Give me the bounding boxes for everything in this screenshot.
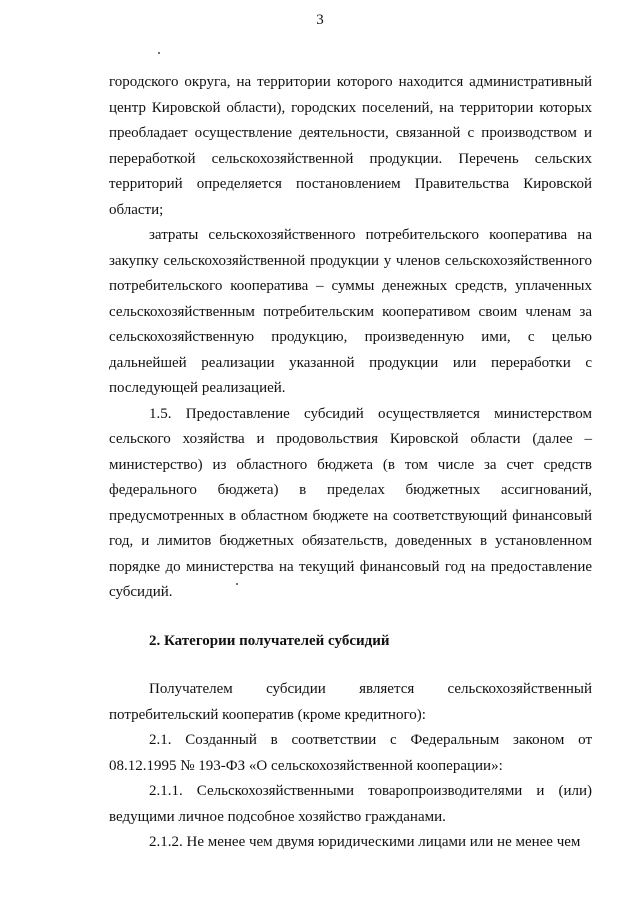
paragraph-expenses-definition: затраты сельскохозяйственного потребительского кооператива на закупку сельскохозяйственной продукции у членов сельскохозяйственного потребительского кооператива – суммы денежных средств, уплаченных сельскохозяйственным потребительским кооперативом своим членам за сельскохозяйственную продукцию, произведенную ими, с целью дальнейшей реализации указанной продукции или переработки с последующей реализацией. [109,227,592,396]
document-body [109,70,592,856]
page-number: 3 [316,12,324,28]
paragraph-recipient: Получателем субсидии является сельскохозяйственный потребительский кооператив (кроме кредитного): [109,681,592,723]
paragraph-clause-2-1: 2.1. Созданный в соответствии с Федеральным законом от 08.12.1995 № 193-ФЗ «О сельскохозяйственной кооперации»: [109,732,592,774]
paragraph-clause-2-1-1: 2.1.1. Сельскохозяйственными товаропроизводителями и (или) ведущими личное подсобное хозяйство гражданами. [109,783,592,825]
paragraph-continuation: городского округа, на территории которого находится административный центр Кировской области), городских поселений, на территории которых преобладает осуществление деятельности, связанной с производством и переработкой сельскохозяйственной продукции. Перечень сельских территорий определяется постановлением Правительства Кировской области; [109,74,592,218]
scan-speck [158,52,160,54]
paragraph-clause-1-5: 1.5. Предоставление субсидий осуществляется министерством сельского хозяйства и продовольствия Кировской области (далее – министерство) из областного бюджета (в том числе за счет средств федерального бюджета) в пределах бюджетных ассигнований, предусмотренных в областном бюджете на соответствующий финансовый год, и лимитов бюджетных обязательств, доведенных в установленном порядке до министерства на текущий финансовый год на предоставление субсидий. [109,405,592,600]
section-heading: 2. Категории получателей субсидий [149,632,390,649]
scan-speck [236,583,238,585]
paragraph-clause-2-1-2: 2.1.2. Не менее чем двумя юридическими лицами или не менее чем [149,834,581,850]
